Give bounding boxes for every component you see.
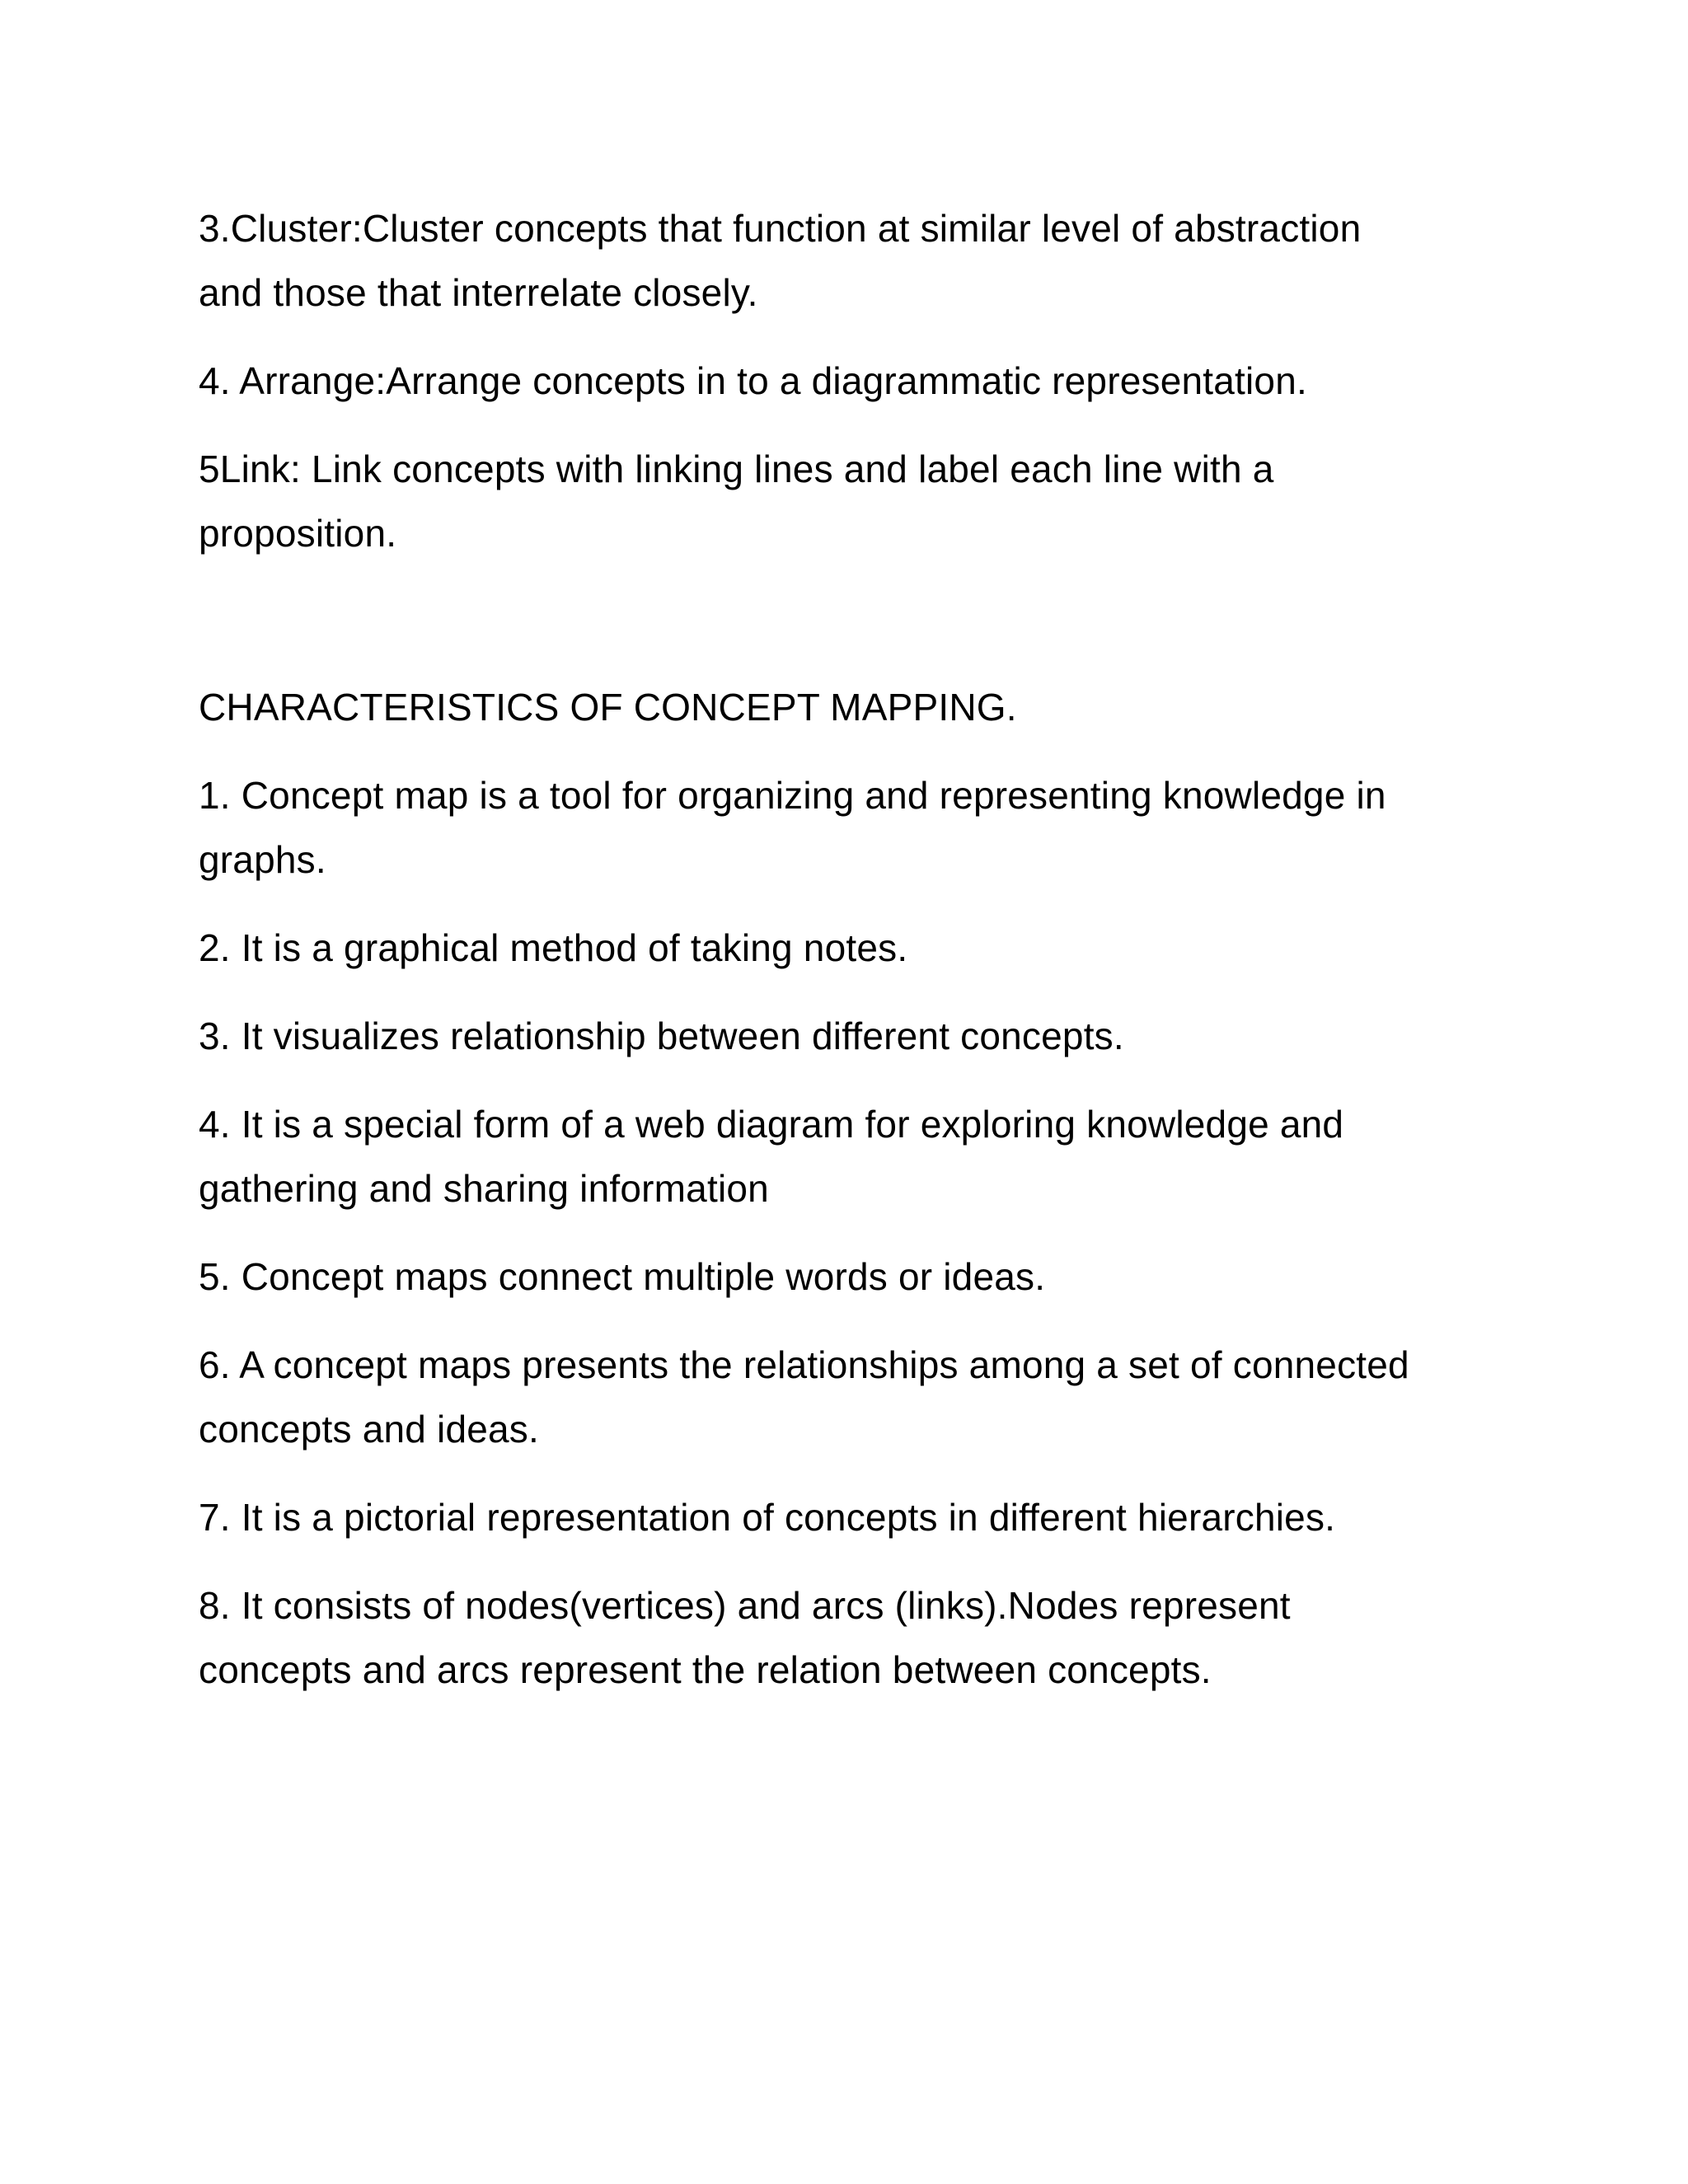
text-line: 1. Concept map is a tool for organizing and representing knowledge in: [199, 774, 1386, 817]
characteristic-item-4: [199, 1092, 1501, 1221]
text-line: concepts and ideas.: [199, 1408, 539, 1451]
characteristic-item-7: [199, 1485, 1501, 1549]
step-4-paragraph: [199, 349, 1501, 413]
text-line: 3.Cluster:Cluster concepts that function at similar level of abstraction: [199, 207, 1362, 250]
characteristic-item-3: [199, 1004, 1501, 1068]
characteristic-item-1: [199, 763, 1501, 892]
text-line: 7. It is a pictorial representation of concepts in different hierarchies.: [199, 1496, 1336, 1539]
text-line: 6. A concept maps presents the relationships among a set of connected: [199, 1343, 1409, 1386]
text-line: 5. Concept maps connect multiple words or ideas.: [199, 1255, 1046, 1298]
heading-text: CHARACTERISTICS OF CONCEPT MAPPING.: [199, 686, 1017, 729]
text-line: 5Link: Link concepts with linking lines and label each line with a: [199, 448, 1274, 490]
text-line: 3. It visualizes relationship between different concepts.: [199, 1015, 1124, 1057]
text-line: 4. Arrange:Arrange concepts in to a diagrammatic representation.: [199, 359, 1307, 402]
step-3-paragraph: [199, 196, 1501, 325]
characteristic-item-2: [199, 916, 1501, 980]
characteristic-item-5: [199, 1244, 1501, 1309]
step-5-paragraph: [199, 437, 1501, 565]
text-line: 8. It consists of nodes(vertices) and arcs (links).Nodes represent: [199, 1584, 1291, 1627]
text-line: 2. It is a graphical method of taking notes.: [199, 926, 908, 969]
text-line: graphs.: [199, 838, 326, 881]
text-line: and those that interrelate closely.: [199, 271, 758, 314]
section-heading: [199, 675, 1501, 739]
text-line: gathering and sharing information: [199, 1167, 769, 1210]
text-line: concepts and arcs represent the relation between concepts.: [199, 1648, 1212, 1691]
characteristic-item-6: [199, 1333, 1501, 1461]
page-content: [199, 196, 1501, 1726]
characteristic-item-8: [199, 1573, 1501, 1702]
text-line: proposition.: [199, 512, 397, 555]
text-line: 4. It is a special form of a web diagram for exploring knowledge and: [199, 1103, 1344, 1146]
